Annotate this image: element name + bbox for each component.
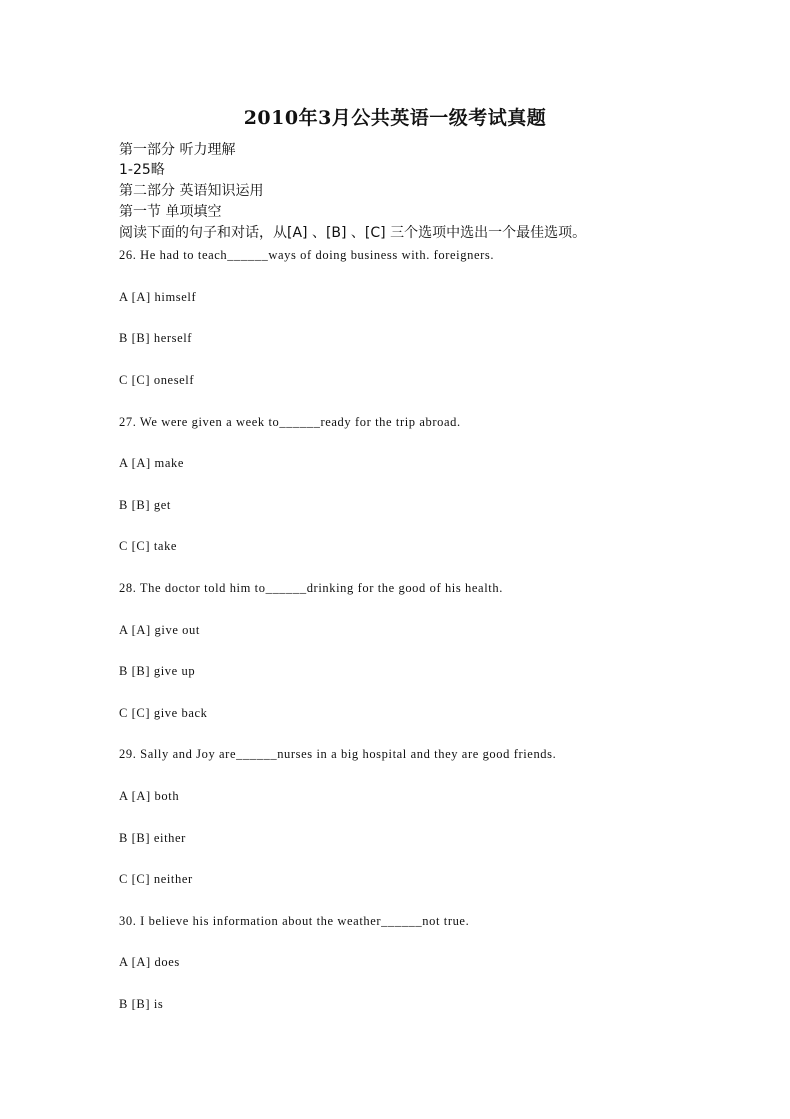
part1-heading: 第一部分 听力理解 — [119, 142, 236, 158]
question-28-option-c: C [C] give back — [119, 706, 208, 720]
question-29-option-a: A [A] both — [119, 789, 180, 803]
question-30-option-a: A [A] does — [119, 955, 180, 969]
question-26-option-b: B [B] herself — [119, 331, 193, 345]
question-27-option-a: A [A] make — [119, 456, 185, 470]
question-27-option-c: C [C] take — [119, 539, 178, 553]
question-26-stem: 26. He had to teach______ways of doing business with. foreigners. — [119, 248, 495, 262]
question-30-stem: 30. I believe his information about the weather______not true. — [119, 914, 470, 928]
question-29-stem: 29. Sally and Joy are______nurses in a big hospital and they are good friends. — [119, 747, 557, 761]
part2-heading: 第二部分 英语知识运用 — [119, 183, 264, 199]
question-27-option-b: B [B] get — [119, 498, 171, 512]
question-27-stem: 27. We were given a week to______ready for the trip abroad. — [119, 415, 461, 429]
question-26-option-a: A [A] himself — [119, 290, 197, 304]
question-26-option-c: C [C] oneself — [119, 373, 195, 387]
question-30-option-b: B [B] is — [119, 997, 164, 1011]
question-29-option-b: B [B] either — [119, 831, 186, 845]
question-28-stem: 28. The doctor told him to______drinking for the good of his health. — [119, 581, 503, 595]
section1-heading: 第一节 单项填空 — [119, 204, 222, 220]
instruction-text: 阅读下面的句子和对话，从[A] 、[B] 、[C] 三个选项中选出一个最佳选项。 — [119, 225, 587, 241]
question-28-option-b: B [B] give up — [119, 664, 196, 678]
question-28-option-a: A [A] give out — [119, 623, 200, 637]
part1-note: 1-25略 — [119, 162, 165, 178]
document-title: 2010年3月公共英语一级考试真题 — [243, 107, 547, 129]
question-29-option-c: C [C] neither — [119, 872, 193, 886]
